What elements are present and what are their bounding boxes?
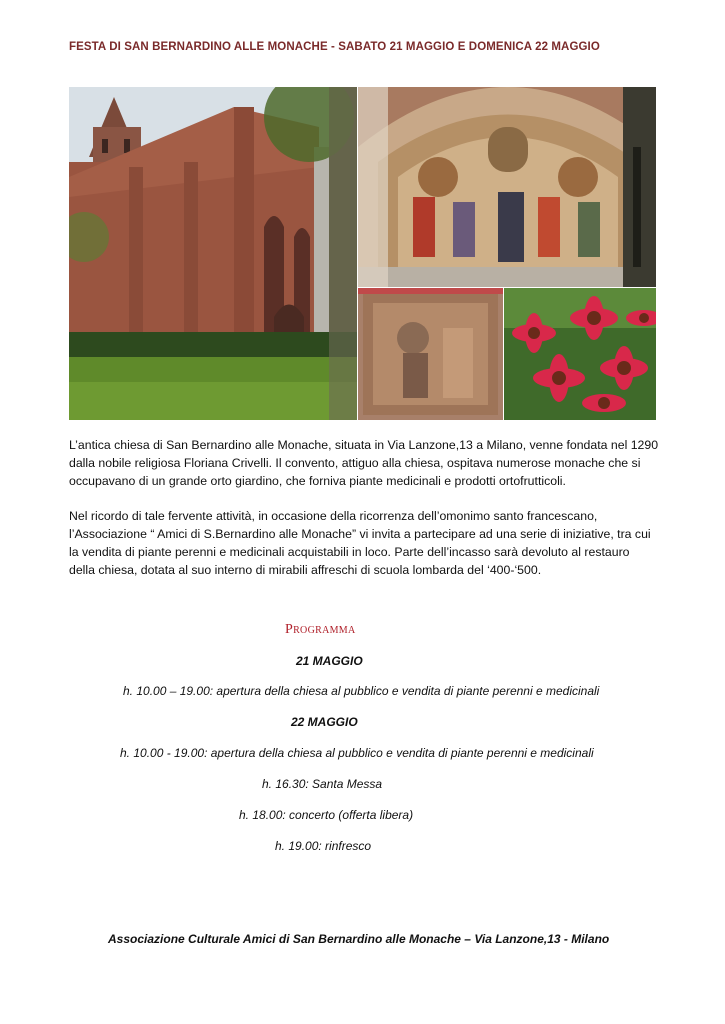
invitation-paragraph	[69, 507, 659, 579]
day2-event: h. 10.00 - 19.00: apertura della chiesa al pubblico e vendita di piante perenni e medicinali	[120, 746, 594, 760]
day1-event: h. 10.00 – 19.00: apertura della chiesa al pubblico e vendita di piante perenni e medicinali	[123, 684, 600, 698]
day2-date: 22 MAGGIO	[291, 715, 358, 729]
text-line: l’Associazione “ Amici di S.Bernardino alle Monache” vi invita a partecipare ad una serie di iniziative, tra cui	[69, 527, 651, 541]
day2-event: h. 18.00: concerto (offerta libera)	[239, 808, 414, 822]
fresco-detail-photo	[358, 288, 503, 420]
text-line: della chiesa, dotata al suo interno di mirabili affreschi di scuola lombarda del ‘400-‘500.	[69, 563, 542, 577]
photo-collage	[69, 87, 656, 420]
text-line: L’antica chiesa di San Bernardino alle Monache, situata in Via Lanzone,13 a Milano, venne fondata nel 1290	[69, 438, 659, 452]
footer-address: Associazione Culturale Amici di San Bernardino alle Monache – Via Lanzone,13 - Milano	[108, 932, 610, 946]
page-title: FESTA DI SAN BERNARDINO ALLE MONACHE - SABATO 21 MAGGIO E DOMENICA 22 MAGGIO	[69, 41, 600, 53]
day1-date: 21 MAGGIO	[296, 654, 363, 668]
day2-event: h. 16.30: Santa Messa	[262, 777, 383, 791]
fresco-lunette-photo	[358, 87, 656, 287]
text-line: dalla nobile religiosa Floriana Crivelli. Il convento, attiguo alla chiesa, ospitava numerose monache che si	[69, 456, 641, 470]
day2-event: h. 19.00: rinfresco	[275, 839, 372, 853]
text-line: Nel ricordo di tale fervente attività, in occasione della ricorrenza dell’omonimo santo francescano,	[69, 509, 598, 523]
text-line: occupavano di un grande orto giardino, che forniva piante medicinali e prodotti ortofrutticoli.	[69, 474, 566, 488]
text-line: la vendita di piante perenni e medicinali acquistabili in loco. Parte dell’incasso sarà devoluto al restauro	[69, 545, 630, 559]
church-exterior-photo	[69, 87, 357, 420]
programma-heading: Programma	[285, 622, 356, 637]
intro-paragraph	[69, 436, 659, 490]
echinacea-flowers-photo	[504, 288, 656, 420]
